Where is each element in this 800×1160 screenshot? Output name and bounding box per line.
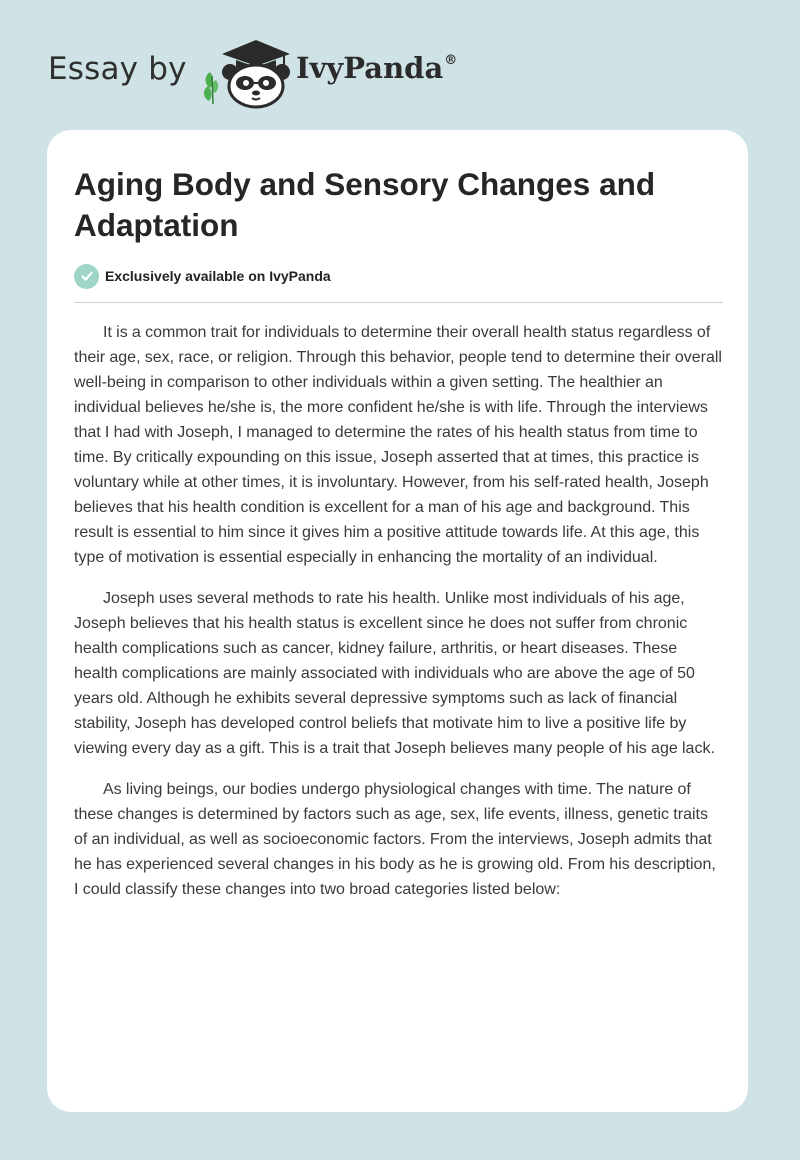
brand-name[interactable] [296, 51, 457, 85]
divider [74, 302, 723, 303]
page-title: Aging Body and Sensory Changes and Adaptation [74, 166, 656, 243]
brand-text: IvyPanda [296, 51, 444, 85]
paragraph: As living beings, our bodies undergo physiological changes with time. The nature of these changes is determined by factors such as age, sex, life events, illness, genetic traits of an individual, as well as socioeconomic factors. From the interviews, Joseph admits that he has experienced several changes in his body as he is growing old. From his description, I could classify these changes into two broad categories listed below: [74, 781, 716, 898]
exclusive-badge [74, 262, 331, 290]
trademark-mark: ® [444, 53, 458, 68]
essay-by-label: Essay by [48, 51, 187, 87]
panda-graduate-icon[interactable] [200, 36, 296, 110]
essay-body [74, 320, 724, 918]
essay-card [47, 130, 748, 1112]
exclusive-label: Exclusively available on IvyPanda [105, 268, 331, 284]
check-icon [74, 264, 99, 289]
paragraph: It is a common trait for individuals to determine their overall health status regardless of their age, sex, race, or religion. Through this behavior, people tend to determine their overall well-being in comparison to other individuals within a given setting. The healthier an individual believes he/she is, the more confident he/she is with life. Through the interviews that I had with Joseph, I managed to determine the rates of his health status from time to time. By critically expounding on this issue, Joseph asserted that at times, this practice is voluntary while at other times, it is involuntary. However, from his self-rated health, Joseph believes that his health condition is excellent for a man of his age and background. This result is essential to him since it gives him a positive attitude towards life. At this age, this type of motivation is essential especially in enhancing the mortality of an individual. [74, 324, 722, 566]
paragraph: Joseph uses several methods to rate his health. Unlike most individuals of his age, Joseph believes that his health status is excellent since he does not suffer from chronic health complications such as cancer, kidney failure, arthritis, or heart diseases. These health complications are mainly associated with individuals who are above the age of 50 years old. Although he exhibits several depressive symptoms such as lack of financial stability, Joseph has developed control beliefs that motivate him to live a positive life by viewing every day as a gift. This is a trait that Joseph believes many people of his age lack. [74, 590, 715, 757]
site-header [48, 34, 568, 114]
